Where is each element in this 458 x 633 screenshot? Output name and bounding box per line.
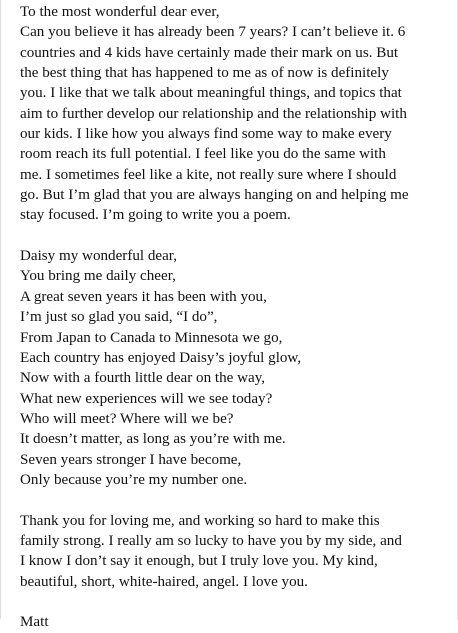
- letter-body: [20, 2, 454, 633]
- poem-line: It doesn’t matter, as long as you’re with me.: [20, 431, 286, 448]
- intro-line: go. But I’m glad that you are always hanging on and helping me: [20, 187, 409, 204]
- closing-line: I know I don’t say it enough, but I truly love you. My kind,: [20, 553, 378, 570]
- poem-line: What new experiences will we see today?: [20, 390, 273, 407]
- intro-line: you. I like that we talk about meaningful things, and topics that: [20, 85, 402, 102]
- intro-line: room reach its full potential. I feel like you do the same with: [20, 146, 386, 163]
- signature: Matt: [20, 614, 49, 631]
- poem-line: Only because you’re my number one.: [20, 471, 248, 488]
- poem: [20, 246, 454, 490]
- closing-line: Thank you for loving me, and working so hard to make this: [20, 512, 380, 529]
- intro-line: the best thing that has happened to me as of now is definitely: [20, 65, 389, 82]
- poem-line: Now with a fourth little dear on the way,: [20, 370, 266, 387]
- poem-line: Daisy my wonderful dear,: [20, 248, 177, 265]
- intro-line: aim to further develop our relationship and the relationship with: [20, 105, 407, 122]
- closing-paragraph: [20, 511, 454, 592]
- closing-line: beautiful, short, white-haired, angel. I love you.: [20, 573, 308, 590]
- intro-line: stay focused. I’m going to write you a poem.: [20, 207, 291, 224]
- intro-line: our kids. I like how you always find some way to make every: [20, 126, 392, 143]
- intro-line: countries and 4 kids have certainly made their mark on us. But: [20, 44, 399, 61]
- paragraph-gap: [20, 592, 454, 612]
- poem-line: Seven years stronger I have become,: [20, 451, 242, 468]
- intro-line: Can you believe it has already been 7 years? I can’t believe it. 6: [20, 24, 406, 41]
- poem-line: You bring me daily cheer,: [20, 268, 176, 285]
- poem-line: I’m just so glad you said, “I do”,: [20, 309, 218, 326]
- poem-line: Each country has enjoyed Daisy’s joyful glow,: [20, 349, 302, 366]
- intro-line: me. I sometimes feel like a kite, not really sure where I should: [20, 166, 397, 183]
- paragraph-gap: [20, 226, 454, 246]
- paragraph-gap: [20, 490, 454, 510]
- poem-line: Who will meet? Where will we be?: [20, 410, 234, 427]
- poem-line: From Japan to Canada to Minnesota we go,: [20, 329, 283, 346]
- poem-line: A great seven years it has been with you,: [20, 288, 267, 305]
- greeting-line: To the most wonderful dear ever,: [20, 4, 220, 20]
- closing-line: family strong. I really am so lucky to have you by my side, and: [20, 532, 402, 549]
- intro-paragraph: [20, 22, 454, 225]
